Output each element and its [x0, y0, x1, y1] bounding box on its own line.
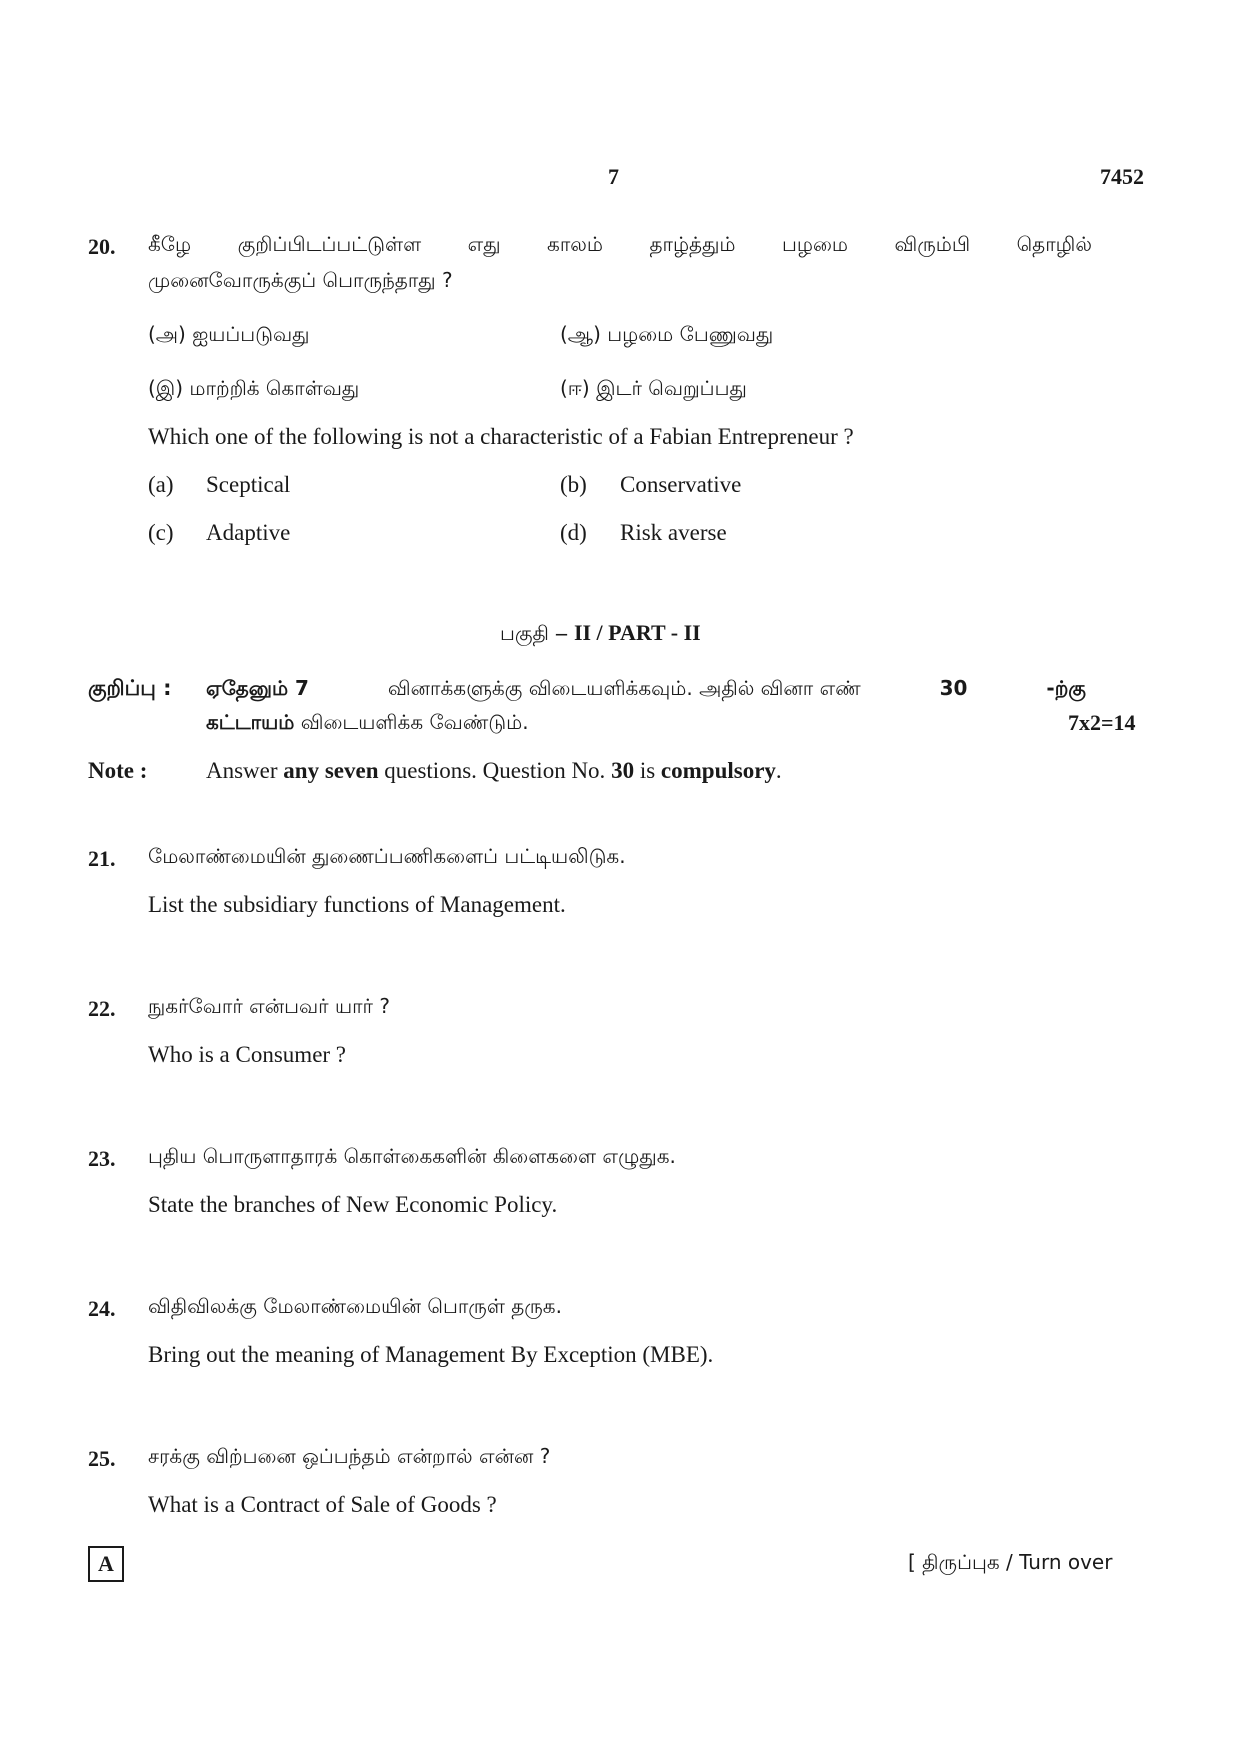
note-en-label: Note :: [88, 758, 148, 783]
question-number: 24.: [88, 1296, 116, 1321]
tamil-option: [148, 376, 359, 403]
option-text: மாற்றிக் கொள்வது: [189, 376, 360, 400]
question-tamil: சரக்கு விற்பனை ஒப்பந்தம் என்றால் என்ன ?: [148, 1444, 551, 1468]
part-heading-title: II / PART - II: [573, 620, 701, 645]
word: கீழே: [148, 232, 192, 256]
part-heading-dash: –: [555, 620, 567, 645]
question-tamil: புதிய பொருளாதாரக் கொள்கைகளின் கிளைகளை எழுதுக.: [148, 1144, 676, 1168]
question-20-tamil-line1: [148, 232, 1092, 259]
note-emphasis: 30: [611, 758, 635, 783]
word: எது: [467, 232, 501, 256]
note-emphasis: 30: [939, 676, 968, 700]
option-text: Sceptical: [206, 472, 291, 497]
note-text: விடையளிக்க வேண்டும்.: [300, 710, 529, 734]
option-text: இடர் வெறுப்பது: [596, 376, 747, 400]
part-heading: [500, 620, 701, 648]
option-text: Conservative: [620, 472, 742, 497]
option-label: (ஈ): [560, 376, 590, 400]
word: தாழ்த்தும்: [649, 232, 736, 256]
option-label: (b): [560, 472, 587, 497]
question-tamil: நுகர்வோர் என்பவர் யார் ?: [148, 994, 390, 1018]
tamil-option: [560, 376, 747, 403]
option-label: (a): [148, 472, 174, 497]
question-20-tamil-line2: முனைவோருக்குப் பொருந்தாது ?: [148, 268, 453, 292]
note-text: questions. Question No.: [378, 758, 612, 783]
question-english: What is a Contract of Sale of Goods ?: [148, 1492, 497, 1517]
option-text: Risk averse: [620, 520, 727, 545]
marks-allocation: 7x2=14: [1068, 710, 1136, 735]
question-english: Who is a Consumer ?: [148, 1042, 347, 1067]
note-emphasis: compulsory: [660, 758, 776, 783]
series-box: A: [88, 1546, 124, 1582]
question-english: State the branches of New Economic Policy.: [148, 1192, 558, 1217]
note-tamil-line1: [206, 676, 1086, 703]
question-number: 22.: [88, 996, 116, 1021]
option-text: பழமை பேணுவது: [607, 322, 774, 346]
option-label: (d): [560, 520, 587, 545]
word: தொழில்: [1016, 232, 1092, 256]
word: காலம்: [547, 232, 603, 256]
question-english: List the subsidiary functions of Management.: [148, 892, 566, 917]
turn-over: [908, 1550, 1112, 1577]
question-20-english: Which one of the following is not a characteristic of a Fabian Entrepreneur ?: [148, 424, 854, 449]
page-number: 7: [608, 164, 619, 189]
note-emphasis: -ற்கு: [1046, 676, 1086, 700]
option-text: ஐயப்படுவது: [192, 322, 310, 346]
question-english: Bring out the meaning of Management By Exception (MBE).: [148, 1342, 714, 1367]
question-number: 25.: [88, 1446, 116, 1471]
turn-over-text: [ திருப்புக / Turn over: [908, 1550, 1113, 1574]
question-number: 23.: [88, 1146, 116, 1171]
option-text: Adaptive: [206, 520, 291, 545]
question-number: 20.: [88, 234, 116, 259]
part-heading-tamil: பகுதி: [500, 621, 549, 645]
question-tamil: மேலாண்மையின் துணைப்பணிகளைப் பட்டியலிடுக.: [148, 844, 626, 868]
note-emphasis: any seven: [283, 758, 379, 783]
option-label: (இ): [148, 376, 184, 400]
paper-code: 7452: [1100, 164, 1144, 189]
word: பழமை: [782, 232, 848, 256]
tamil-option: [148, 322, 310, 349]
word: விரும்பி: [894, 232, 971, 256]
question-number: 21.: [88, 846, 116, 871]
note-emphasis: கட்டாயம்: [206, 710, 295, 734]
note-text: .: [775, 758, 782, 783]
note-en-text: [206, 758, 782, 784]
note-emphasis: ஏதேனும் 7: [206, 676, 309, 700]
option-label: (அ): [148, 322, 186, 346]
note-text: Answer: [206, 758, 284, 783]
note-text: is: [634, 758, 661, 783]
note-text: வினாக்களுக்கு விடையளிக்கவும். அதில் வினா எண்: [387, 676, 861, 700]
word: குறிப்பிடப்பட்டுள்ள: [237, 232, 422, 256]
question-tamil: விதிவிலக்கு மேலாண்மையின் பொருள் தருக.: [148, 1294, 562, 1318]
option-label: (ஆ): [560, 322, 601, 346]
option-label: (c): [148, 520, 174, 545]
tamil-option: [560, 322, 773, 349]
note-tamil-label: குறிப்பு :: [88, 676, 172, 700]
note-tamil-line2: [206, 710, 529, 737]
